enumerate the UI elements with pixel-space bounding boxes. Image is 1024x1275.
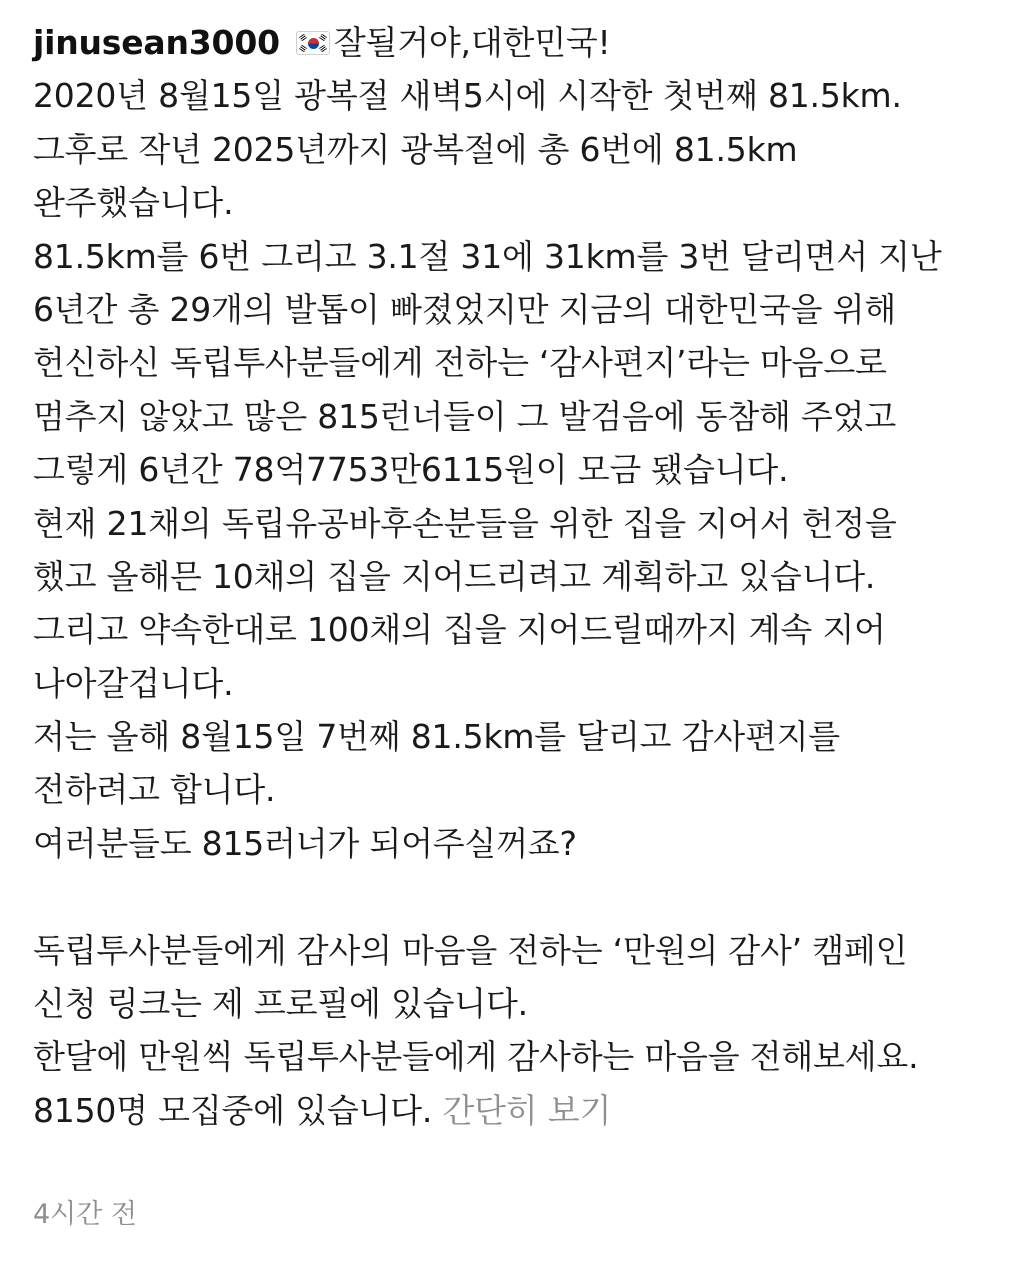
caption-line: 6년간 총 29개의 발톱이 빠졌었지만 지금의 대한민국을 위해 [33,289,897,329]
paragraph-gap [33,870,1003,923]
caption-line: 신청 링크는 제 프로필에 있습니다. [33,984,528,1024]
caption-line: 독립투사분들에게 감사의 마음을 전하는 ‘만원의 감사’ 캠페인 [33,930,908,970]
caption-header [33,16,1003,69]
username-link[interactable]: jinusean3000 [33,23,280,62]
caption-line: 여러분들도 815러너가 되어주실꺼죠? [33,823,577,863]
caption-last-line-text: 8150명 모집중에 있습니다. [33,1090,433,1130]
south-korea-flag-icon [296,31,330,55]
caption-line: 81.5km를 6번 그리고 3.1절 31에 31km를 3번 달리면서 지난 [33,236,942,276]
caption-header-text: 잘될거야,대한민국! [333,23,611,62]
show-less-link[interactable]: 간단히 보기 [442,1090,612,1130]
caption-line: 그리고 약속한대로 100채의 집을 지어드릴때까지 계속 지어 [33,610,886,650]
caption-line: 완주했습니다. [33,183,234,223]
caption-line: 현재 21채의 독립유공바후손분들을 위한 집을 지어서 헌정을 [33,503,897,543]
post-timestamp: 4시간 전 [33,1199,138,1230]
caption-last-line [33,1084,1003,1137]
caption-line: 저는 올해 8월15일 7번째 81.5km를 달리고 감사편지를 [33,717,840,757]
caption-line: 2020년 8월15일 광복절 새벽5시에 시작한 첫번째 81.5km. [33,76,902,116]
caption-line: 전하려고 합니다. [33,770,276,810]
caption-line: 그렇게 6년간 78억7753만6115원이 모금 됐습니다. [33,450,789,490]
caption-line: 했고 올해믄 10채의 집을 지어드리려고 계획하고 있습니다. [33,556,876,596]
caption-line: 나아갈겁니다. [33,663,234,703]
caption-line: 헌신하신 독립투사분들에게 전하는 ‘감사편지’라는 마음으로 [33,343,887,383]
caption-line: 그후로 작년 2025년까지 광복절에 총 6번에 81.5km [33,129,798,169]
caption-line: 멈추지 않았고 많은 815런너들이 그 발검음에 동참해 주었고 [33,396,897,436]
caption-line: 한달에 만원씩 독립투사분들에게 감사하는 마음을 전해보세요. [33,1037,919,1077]
post-caption [33,16,1003,1137]
